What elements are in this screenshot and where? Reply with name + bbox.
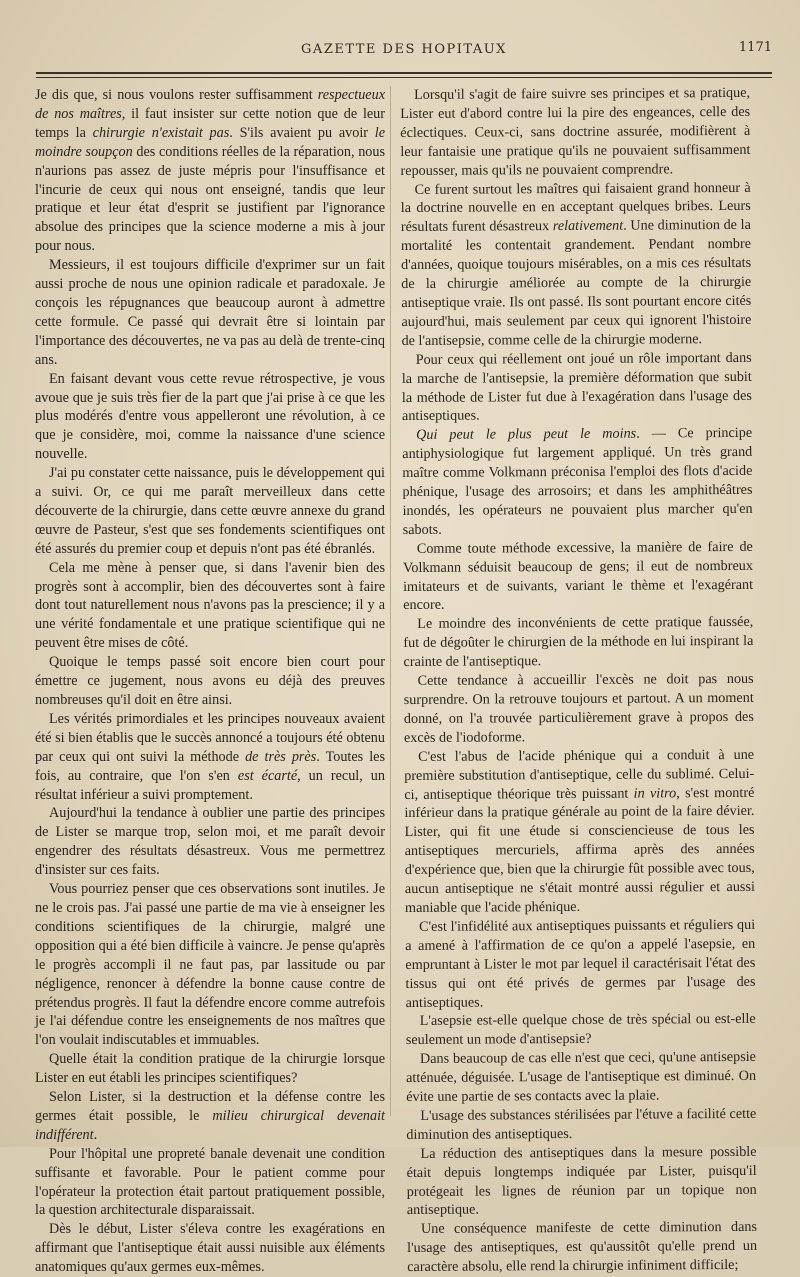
right-paragraph-11: Dans beaucoup de cas elle n'est que ceci, qu'une antisepsie atténuée, déguisée. L'usage de l'antiseptique est diminué. On évite une partie de ses contacts avec la plaie.	[406, 1049, 757, 1106]
column-divider	[390, 86, 391, 1116]
right-paragraph-14: Une conséquence manifeste de cette diminution dans l'usage des antiseptiques, est qu'aussitôt qu'elle prend un caractère absolu, elle rend la chirurgie infiniment difficile;	[407, 1219, 758, 1276]
right-paragraph-1: Lorsqu'il s'agit de faire suivre ses principes et sa pratique, Lister eut d'abord contre lui la pire des engeances, celle des éclectiques. Ceux-ci, sans doctrine assurée, modifièrent à leur fantaisie une pratique qu'ils ne pouvaient suffisamment repousser, mais qu'ils ne pouvaient comprendre.	[400, 84, 751, 179]
left-paragraph-2: Messieurs, il est toujours difficile d'exprimer sur un fait aussi proche de nous une opinion radicale et paradoxale. Je conçois les répugnances que beaucoup auront à admettre cette formule. Ce passé qui devrait être si lointain par l'importance des découvertes, ne va pas au delà de trente-cinq ans.	[35, 257, 385, 368]
right-column	[400, 84, 757, 1277]
right-paragraph-7: Cette tendance à accueillir l'excès ne doit pas nous surprendre. On la retrouve toujours et partout. A un moment donné, on l'a trouvée particulièrement grave à propos des excès de l'iodoforme.	[403, 670, 754, 746]
running-title: GAZETTE DES HOPITAUX	[301, 42, 507, 57]
right-paragraph-8: C'est l'abus de l'acide phénique qui a conduit à une première substitution d'antiseptique, celle du sublimé. Celui-ci, antiseptique théorique très puissant in vitro, s'est montré inférieur dans la pratique générale au point de la faire dévier. Lister, qui fit une étude si consciencieuse de tous les antiseptiques mercuriels, affirma après des années d'expérience que, bien que la chirurgie fût possible avec tous, aucun antiseptique ne s'était montré aussi régulier et aussi maniable que l'acide phénique.	[404, 746, 755, 916]
right-paragraph-6: Le moindre des inconvénients de cette pratique faussée, fut de dégoûter le chirurgien de la méthode en lui inspirant la crainte de l'antiseptique.	[403, 614, 754, 671]
right-paragraph-4: Qui peut le plus peut le moins. — Ce principe antiphysiologique fut largement appliqué. Un très grand maître comme Volkmann préconisa l'emploi des flots d'acide phénique, l'usage des arrosoirs; et dans les amphithéâtres inondés, les opérateurs ne pouvaient plus marcher qu'en sabots.	[402, 425, 753, 538]
page-number: 1171	[738, 40, 772, 55]
left-paragraph-1: Je dis que, si nous voulons rester suffisamment respectueux de nos maîtres, il faut insister sur cette notion que de leur temps la chirurgie n'existait pas. S'ils avaient pu avoir le moindre soupçon des conditions réelles de la réparation, nous n'aurions pas assez de juste mépris pour l'insuffisance et l'incurie de ceux qui nous ont enseigné, tandis que leur pratique et leur état d'esprit se justifient par l'ignorance absolue des principes que la science moderne a mis à jour pour nous.	[35, 87, 386, 255]
left-paragraph-5: Cela me mène à penser que, si dans l'avenir bien des progrès sont à accomplir, bien des découvertes sont à faire dont tout naturellement nous n'avons pas la prescience; il y a une vérité fondamentale et une pratique scientifique qui ne peuvent être mises de côté.	[35, 559, 385, 652]
left-paragraph-12: Pour l'hôpital une propreté banale devenait une condition suffisante et favorable. Pour le patient comme pour l'opérateur la protection était partout pratiquement possible, la question architecturale disparaissait.	[35, 1145, 385, 1219]
right-paragraph-13: La réduction des antiseptiques dans la mesure possible était depuis longtemps indiquée par Lister, puisqu'il protégeait les lignes de réunion par un topique non antiseptique.	[406, 1143, 757, 1219]
left-column	[35, 86, 385, 1277]
left-paragraph-13: Dès le début, Lister s'éleva contre les exagérations en affirmant que l'antiseptique était aussi nuisible aux éléments anatomiques qu'aux germes eux-mêmes.	[35, 1221, 385, 1276]
right-paragraph-3: Pour ceux qui réellement ont joué un rôle important dans la marche de l'antisepsie, la première déformation que subit la méthode de Lister fut due à l'exagération dans l'usage des antiseptiques.	[401, 349, 752, 425]
right-paragraph-12: L'usage des substances stérilisées par l'étuve a facilité cette diminution des antiseptiques.	[406, 1105, 757, 1143]
right-paragraph-10: L'asepsie est-elle quelque chose de très spécial ou est-elle seulement un mode d'antisepsie?	[405, 1011, 756, 1049]
left-paragraph-4: J'ai pu constater cette naissance, puis le développement qui a suivi. Or, ce qui me paraît merveilleux dans cette découverte de la chirurgie, dans cette œuvre annexe du grand œuvre de Pasteur, s'est que ses fondements scientifiques ont été assurés du premier coup et depuis n'ont pas été ébranlés.	[35, 465, 385, 557]
header-rule-thick	[36, 72, 772, 74]
left-paragraph-9: Vous pourriez penser que ces observations sont inutiles. Je ne le crois pas. J'ai passé une partie de ma vie à enseigner les conditions scientifiques de la chirurgie, malgré une opposition qui a été bien difficile à vaincre. Je pense qu'après le progrès accompli il ne faut pas, par lassitude ou par négligence, renoncer à défendre la bonne cause contre de prétendus progrès. Il faut la défendre encore comme autrefois je l'ai défendue contre les enseignements de nos maîtres que l'on voulait indiscutables et immuables.	[35, 881, 385, 1049]
right-paragraph-9: C'est l'infidélité aux antiseptiques puissants et réguliers qui a amené à l'affirmation de ce qu'on a appelé l'asepsie, en empruntant à Lister le mot par lequel il caractérisait l'état des tissus qui ont été privés de germes par l'usage des antiseptiques.	[405, 916, 756, 1011]
page-header	[36, 40, 772, 64]
left-paragraph-8: Aujourd'hui la tendance à oublier une partie des principes de Lister se marque trop, selon moi, et me paraît devoir engendrer des résultats désastreux. Vous me permettrez d'insister sur ces faits.	[35, 805, 385, 879]
left-paragraph-10: Quelle était la condition pratique de la chirurgie lorsque Lister en eut établi les principes scientifiques?	[35, 1051, 385, 1087]
right-paragraph-5: Comme toute méthode excessive, la manière de faire de Volkmann séduisit beaucoup de gens; il eut de nombreux imitateurs et de suivants, variant le thème et l'exagérant encore.	[402, 538, 754, 614]
left-paragraph-11: Selon Lister, si la destruction et la défense contre les germes était possible, le milieu chirurgical devenait indifférent.	[35, 1089, 385, 1143]
right-paragraph-2: Ce furent surtout les maîtres qui faisaient grand honneur à la doctrine nouvelle en en acceptant quelques bribes. Leurs résultats furent désastreux relativement. Une diminution de la mortalité les contentait grandement. Pendant nombre d'années, quoique toujours misérables, on a mis ces résultats de la chirurgie améliorée au compte de la chirurgie antiseptique vraie. Ils ont passé. Ils sont pourtant encore cités aujourd'hui, mais seulement par ceux qui ignorent l'histoire de l'antisepsie, comme celle de la chirurgie moderne.	[400, 179, 752, 349]
left-paragraph-6: Quoique le temps passé soit encore bien court pour émettre ce jugement, nous avons eu déjà des preuves nombreuses qu'il doit en être ainsi.	[35, 654, 385, 708]
left-paragraph-7: Les vérités primordiales et les principes nouveaux avaient été si bien établis que le succès annoncé a toujours été obtenu par ceux qui ont suivi la méthode de très près. Toutes les fois, au contraire, que l'on s'en est écarté, un recul, un résultat inférieur a suivi promptement.	[35, 710, 385, 803]
left-paragraph-3: En faisant devant vous cette revue rétrospective, je vous avoue que je suis très fier de la part que j'ai prise à ce que les plus modérés d'entre vous appelleront une révolution, à ce que je considère, moi, comme la naissance d'une science nouvelle.	[35, 370, 385, 463]
header-rule-thin	[36, 77, 772, 78]
